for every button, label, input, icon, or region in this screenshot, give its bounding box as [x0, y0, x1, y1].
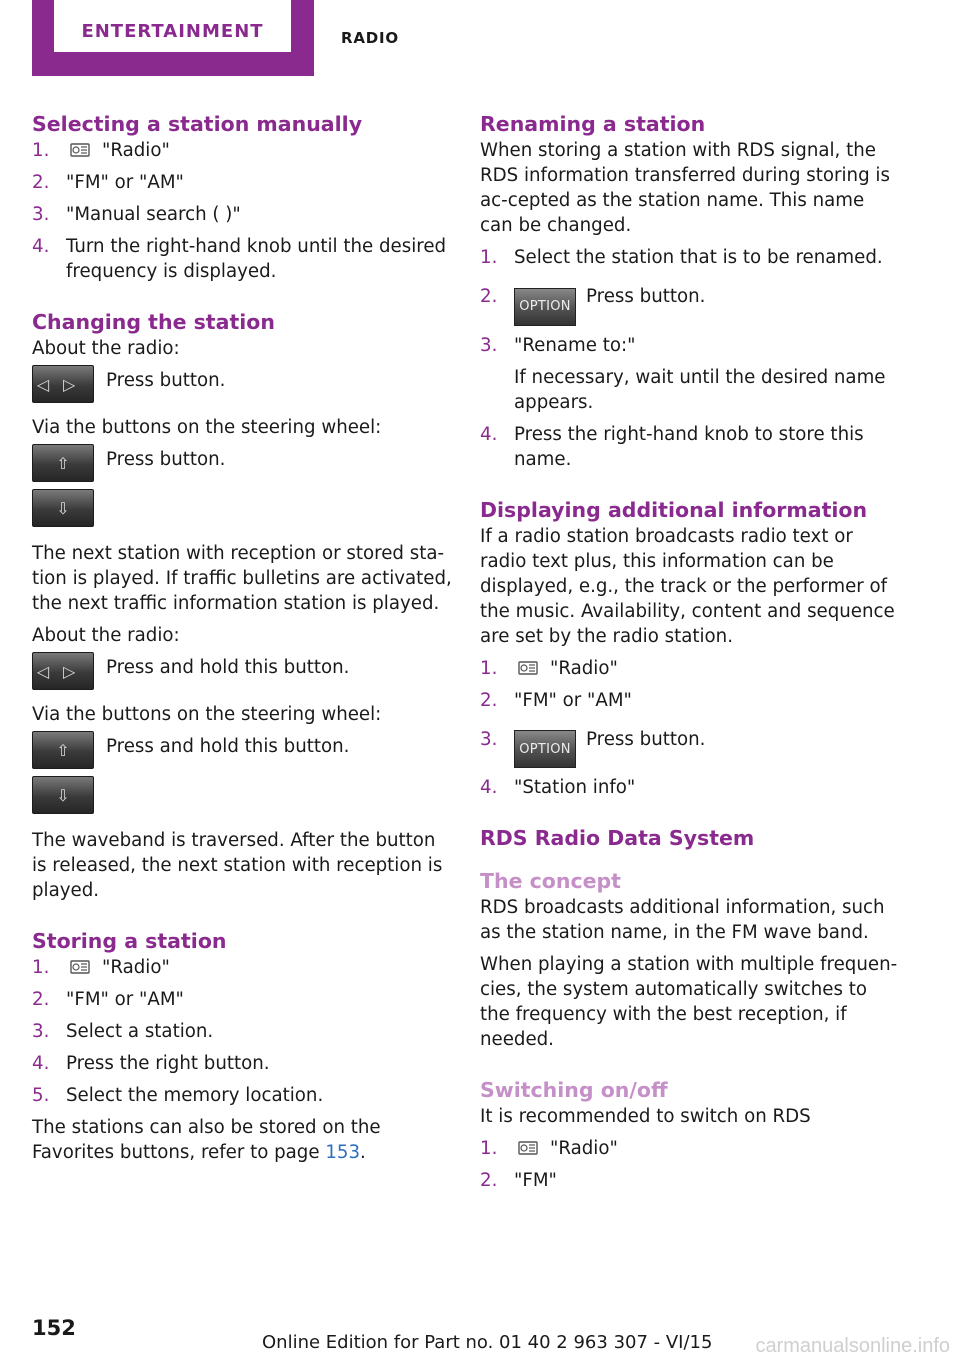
list-item: 3. "Rename to:" If necessary, wait until the desired name appears. — [480, 334, 886, 413]
manual-steps — [32, 138, 452, 284]
concept-heading: The concept — [480, 869, 621, 893]
list-item: 4. Press the right-hand knob to store this name. — [480, 423, 864, 470]
radio-icon — [70, 143, 90, 157]
list-item: 3. "Manual search ( )" — [32, 204, 241, 225]
waveband-text: The waveband is traversed. After the button is released, the next station with reception is played. — [32, 830, 443, 901]
switching-heading: Switching on/off — [480, 1078, 668, 1102]
via-steering-1: Via the buttons on the steering wheel: — [32, 417, 382, 438]
section-title: RADIO — [341, 29, 399, 47]
about-radio-2: About the radio: — [32, 625, 180, 646]
chapter-title: ENTERTAINMENT — [81, 21, 264, 42]
renaming-steps — [480, 245, 900, 472]
display-heading: Displaying additional information — [480, 497, 868, 522]
press-hold-text: Press and hold this button. — [106, 657, 350, 678]
list-item: 4. Press the right button. — [32, 1053, 270, 1074]
page-link[interactable]: 153 — [325, 1142, 361, 1163]
radio-icon — [518, 1141, 538, 1155]
renaming-text: When storing a station with RDS signal, the RDS information transferred during storing is ac‐cepted as the station name. This name can be changed. — [480, 140, 890, 236]
list-item: 1. Select the station that is to be renamed. — [480, 247, 883, 268]
watermark: carmanualsonline.info — [755, 1335, 950, 1357]
seek-button-icon: ◁▷ — [32, 365, 94, 403]
list-item: 3. OPTION Press button. — [480, 727, 900, 769]
switching-steps — [480, 1136, 900, 1193]
press-button-text: Press button. — [106, 370, 226, 391]
manual-heading: Selecting a station manually — [32, 112, 363, 136]
concept-text: RDS broadcasts additional information, such as the station name, in the FM wave band. — [480, 897, 885, 943]
via-steering-2: Via the buttons on the steering wheel: — [32, 704, 382, 725]
press-hold-text-2: Press and hold this button. — [106, 736, 350, 757]
radio-icon — [518, 661, 538, 675]
seek-button-icon: ◁▷ — [32, 652, 94, 690]
renaming-heading: Renaming a station — [480, 112, 706, 136]
down-button-icon: ⇩ — [32, 776, 94, 814]
display-text: If a radio station broadcasts radio text or radio text plus, this information can be displayed, e.g., the track or the performer of the music. Availability, content and sequence are set by the radio station. — [480, 525, 895, 647]
list-item: 4. "Station info" — [480, 777, 636, 798]
list-item: 1. "Radio" — [32, 957, 170, 978]
storing-steps — [32, 955, 452, 1108]
list-item: 5. Select the memory location. — [32, 1085, 324, 1106]
list-item: 4. Turn the right-hand knob until the desired frequency is displayed. — [32, 236, 447, 282]
press-button-text-2: Press button. — [106, 449, 226, 470]
option-button-icon: OPTION — [514, 288, 576, 326]
up-button-icon: ⇧ — [32, 444, 94, 482]
radio-icon — [70, 960, 90, 974]
list-item: 2. "FM" or "AM" — [32, 989, 184, 1010]
chapter-tab — [32, 0, 314, 76]
list-item: 1. "Radio" — [480, 1138, 618, 1159]
list-item: 2. "FM" — [480, 1170, 557, 1191]
display-steps — [480, 656, 900, 801]
switching-text: It is recommended to switch on RDS — [480, 1106, 811, 1127]
about-radio-1: About the radio: — [32, 338, 180, 359]
storing-heading: Storing a station — [32, 929, 227, 953]
list-item: 2. OPTION Press button. — [480, 284, 900, 326]
up-button-icon: ⇧ — [32, 731, 94, 769]
right-column — [480, 110, 900, 1200]
next-station-text: The next station with reception or stored sta‐tion is played. If traffic bulletins are activated, the next traffic information station is played. — [32, 543, 452, 614]
down-button-icon: ⇩ — [32, 489, 94, 527]
chapter-tab-inner — [54, 0, 291, 52]
footer-text: Online Edition for Part no. 01 40 2 963 307 - VI/15 — [262, 1332, 713, 1353]
list-item: 2. "FM" or "AM" — [32, 172, 184, 193]
list-item: 1. "Radio" — [32, 140, 170, 161]
page-number: 152 — [32, 1316, 76, 1340]
left-column — [32, 110, 452, 1172]
changing-heading: Changing the station — [32, 310, 275, 334]
concept-text-2: When playing a station with multiple frequen‐cies, the system automatically switches to the frequency with the best reception, if needed. — [480, 954, 898, 1050]
list-item: 2. "FM" or "AM" — [480, 689, 632, 711]
list-item: 1. "Radio" — [480, 657, 618, 679]
favorites-text: The stations can also be stored on the Favorites buttons, refer to page 153. — [32, 1117, 381, 1163]
list-item: 3. Select a station. — [32, 1021, 214, 1042]
option-button-icon: OPTION — [514, 730, 576, 768]
rds-heading: RDS Radio Data System — [480, 826, 755, 850]
